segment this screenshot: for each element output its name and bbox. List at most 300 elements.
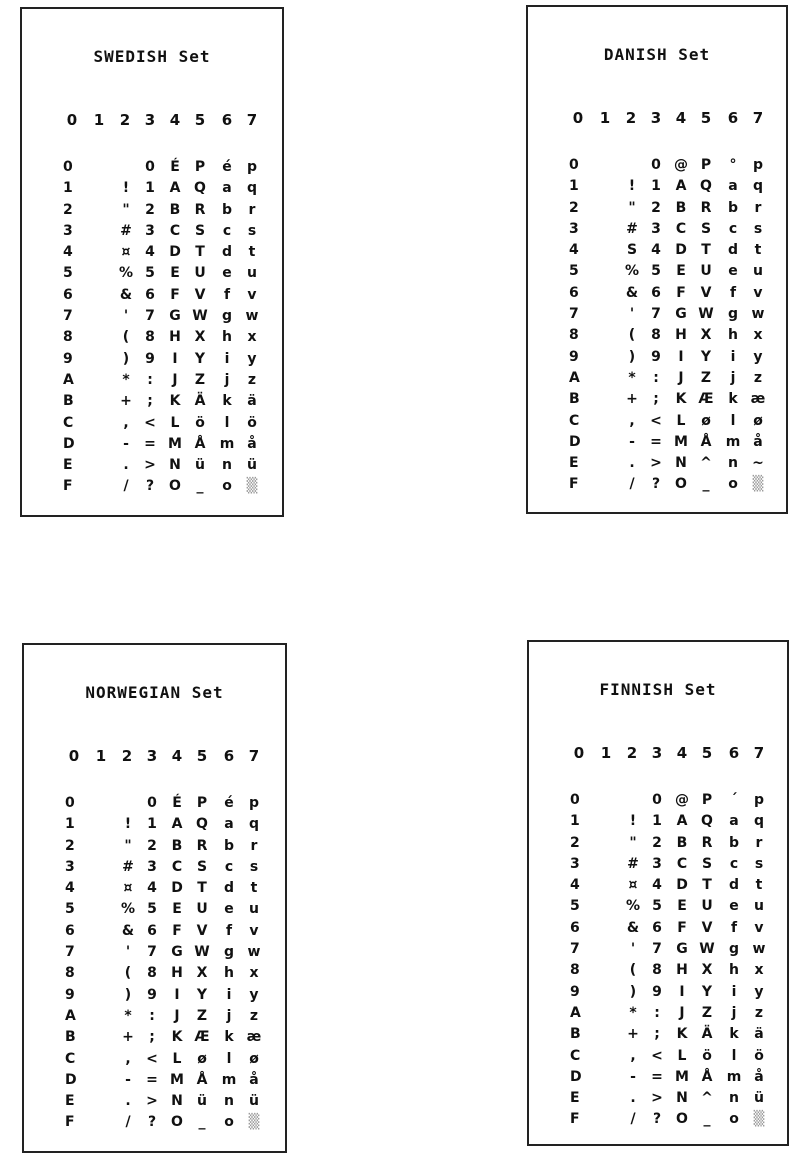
column-label: 3 xyxy=(146,747,158,765)
char-cell: P xyxy=(196,795,208,811)
char-cell: B xyxy=(169,201,181,218)
char-cell: f xyxy=(729,284,737,301)
char-cell: ´ xyxy=(730,792,738,808)
char-cell: % xyxy=(120,901,136,918)
char-cell: O xyxy=(676,1111,688,1128)
row-label: 8 xyxy=(570,962,580,979)
grid-row xyxy=(529,790,787,811)
row-label: 6 xyxy=(570,919,580,936)
row-label: 3 xyxy=(569,220,579,237)
char-cell: a xyxy=(729,813,739,830)
char-cell: ' xyxy=(123,308,129,325)
char-cell: Æ xyxy=(194,1029,210,1046)
char-cell: g xyxy=(221,308,233,325)
column-label: 7 xyxy=(752,109,764,127)
char-cell: " xyxy=(628,199,636,216)
row-label: 1 xyxy=(63,180,73,197)
char-cell: V xyxy=(196,922,208,939)
char-cell: i xyxy=(730,348,736,365)
char-cell: U xyxy=(701,898,713,915)
char-cell: 6 xyxy=(651,284,661,301)
grid-row xyxy=(529,1088,787,1109)
char-cell: ? xyxy=(147,1114,157,1131)
char-cell: 6 xyxy=(147,922,157,939)
char-cell: d xyxy=(221,244,233,261)
char-cell: & xyxy=(119,286,133,303)
char-cell: & xyxy=(626,919,640,936)
char-cell: y xyxy=(247,350,257,367)
row-label: 0 xyxy=(63,159,73,175)
char-cell: R xyxy=(194,201,206,218)
char-cell: G xyxy=(676,941,688,958)
row-label: F xyxy=(63,478,73,495)
grid-row xyxy=(529,875,787,896)
char-cell: 1 xyxy=(145,180,155,197)
char-cell: # xyxy=(626,220,638,237)
char-cell: C xyxy=(675,220,687,237)
char-cell: M xyxy=(170,1071,184,1088)
char-cell: K xyxy=(676,1026,688,1043)
char-cell: / xyxy=(629,476,635,493)
char-cell: S xyxy=(626,242,638,259)
char-cell: & xyxy=(121,922,135,939)
char-cell: U xyxy=(196,901,208,918)
char-cell: P xyxy=(701,792,713,808)
character-grid xyxy=(24,793,285,1134)
row-label: 7 xyxy=(570,941,580,958)
char-cell: N xyxy=(676,1090,688,1107)
char-cell: ö xyxy=(702,1047,712,1064)
char-cell: J xyxy=(172,371,178,388)
char-cell: I xyxy=(174,986,180,1003)
char-cell: S xyxy=(196,858,208,875)
char-cell: E xyxy=(676,263,686,280)
char-cell: S xyxy=(194,222,206,239)
char-cell: i xyxy=(224,350,230,367)
column-header-row xyxy=(24,747,285,767)
char-cell: 8 xyxy=(145,329,155,346)
char-cell: 6 xyxy=(145,286,155,303)
char-cell: m xyxy=(221,1071,237,1088)
char-cell: ^ xyxy=(701,1090,713,1107)
char-cell: _ xyxy=(196,478,204,495)
char-cell: F xyxy=(676,284,686,301)
char-cell: A xyxy=(675,178,687,195)
char-cell: q xyxy=(246,180,258,197)
grid-row xyxy=(24,899,285,920)
row-label: C xyxy=(569,412,580,429)
char-cell: b xyxy=(221,201,233,218)
char-cell: f xyxy=(223,286,231,303)
row-label: 9 xyxy=(570,983,580,1000)
char-cell: z xyxy=(249,1007,259,1024)
char-cell: ▒ xyxy=(248,1114,260,1131)
char-cell: K xyxy=(171,1029,183,1046)
char-cell: = xyxy=(651,1068,663,1085)
grid-row xyxy=(528,155,786,176)
char-cell: j xyxy=(730,369,736,386)
char-cell: 1 xyxy=(652,813,662,830)
char-cell: å xyxy=(247,435,257,452)
char-cell: v xyxy=(753,284,763,301)
grid-row xyxy=(529,896,787,917)
char-cell: e xyxy=(728,263,738,280)
grid-row xyxy=(24,942,285,963)
char-cell: _ xyxy=(702,476,710,493)
char-cell: U xyxy=(700,263,712,280)
char-cell: w xyxy=(751,306,765,323)
grid-row xyxy=(24,1091,285,1112)
grid-row xyxy=(22,285,282,306)
char-cell: I xyxy=(678,348,684,365)
char-cell: < xyxy=(651,1047,663,1064)
norwegian-set-panel xyxy=(22,643,287,1153)
char-cell: 2 xyxy=(652,834,662,851)
row-label: B xyxy=(570,1026,581,1043)
row-label: B xyxy=(65,1029,76,1046)
grid-row xyxy=(528,283,786,304)
column-label: 5 xyxy=(196,747,208,765)
char-cell: X xyxy=(700,327,712,344)
char-cell: o xyxy=(222,478,232,495)
column-label: 0 xyxy=(573,744,585,762)
column-label: 3 xyxy=(651,744,663,762)
grid-row xyxy=(22,263,282,284)
char-cell: t xyxy=(755,877,763,894)
grid-row xyxy=(22,476,282,497)
char-cell: j xyxy=(224,371,230,388)
grid-row xyxy=(529,1003,787,1024)
char-cell: u xyxy=(753,263,763,280)
char-cell: 2 xyxy=(147,837,157,854)
char-cell: 7 xyxy=(147,944,157,961)
char-cell: G xyxy=(171,944,183,961)
grid-row xyxy=(529,960,787,981)
row-label: 0 xyxy=(65,795,75,811)
char-cell: r xyxy=(754,199,762,216)
row-label: D xyxy=(570,1068,582,1085)
char-cell: G xyxy=(169,308,181,325)
char-cell: ! xyxy=(629,813,637,830)
char-cell: # xyxy=(120,222,132,239)
char-cell: . xyxy=(125,1093,131,1110)
char-cell: t xyxy=(250,880,258,897)
char-cell: + xyxy=(626,391,638,408)
char-cell: t xyxy=(248,244,256,261)
char-cell: E xyxy=(172,901,182,918)
char-cell: ä xyxy=(247,393,257,410)
char-cell: J xyxy=(678,369,684,386)
char-cell: ▒ xyxy=(246,478,258,495)
grid-row xyxy=(22,157,282,178)
row-label: 7 xyxy=(65,944,75,961)
char-cell: L xyxy=(676,412,686,429)
char-cell: Å xyxy=(700,433,712,450)
column-label: 0 xyxy=(66,111,78,129)
row-label: B xyxy=(569,391,580,408)
column-label: 7 xyxy=(248,747,260,765)
grid-row xyxy=(528,304,786,325)
char-cell: s xyxy=(247,222,257,239)
char-cell: , xyxy=(123,414,129,431)
char-cell: # xyxy=(627,855,639,872)
char-cell: X xyxy=(701,962,713,979)
char-cell: P xyxy=(700,157,712,173)
char-cell: A xyxy=(676,813,688,830)
column-label: 6 xyxy=(223,747,235,765)
char-cell: m xyxy=(725,433,741,450)
column-label: 1 xyxy=(600,744,612,762)
char-cell: k xyxy=(729,1026,739,1043)
char-cell: 8 xyxy=(147,965,157,982)
char-cell: l xyxy=(226,1050,232,1067)
grid-row xyxy=(24,857,285,878)
char-cell: P xyxy=(194,159,206,175)
row-label: C xyxy=(570,1047,581,1064)
row-label: C xyxy=(63,414,74,431)
danish-set-panel xyxy=(526,5,788,514)
char-cell: E xyxy=(677,898,687,915)
char-cell: m xyxy=(726,1068,742,1085)
grid-row xyxy=(528,389,786,410)
char-cell: K xyxy=(675,391,687,408)
grid-row xyxy=(529,939,787,960)
char-cell: " xyxy=(122,201,130,218)
row-label: A xyxy=(570,1004,581,1021)
grid-row xyxy=(24,1112,285,1133)
char-cell: A xyxy=(171,816,183,833)
char-cell: ¤ xyxy=(628,877,638,894)
char-cell: Y xyxy=(700,348,712,365)
column-header-row xyxy=(529,744,787,764)
char-cell: e xyxy=(224,901,234,918)
char-cell: ¤ xyxy=(121,244,131,261)
char-cell: T xyxy=(702,877,712,894)
char-cell: F xyxy=(677,919,687,936)
column-label: 1 xyxy=(599,109,611,127)
char-cell: l xyxy=(224,414,230,431)
char-cell: G xyxy=(675,306,687,323)
grid-row xyxy=(528,325,786,346)
char-cell: C xyxy=(169,222,181,239)
column-label: 2 xyxy=(119,111,131,129)
char-cell: g xyxy=(223,944,235,961)
char-cell: * xyxy=(122,371,130,388)
char-cell: ø xyxy=(753,412,763,429)
char-cell: D xyxy=(169,244,181,261)
char-cell: 5 xyxy=(145,265,155,282)
char-cell: C xyxy=(171,858,183,875)
grid-row xyxy=(22,370,282,391)
char-cell: r xyxy=(248,201,256,218)
char-cell: ! xyxy=(122,180,130,197)
char-cell: 5 xyxy=(147,901,157,918)
char-cell: c xyxy=(224,858,234,875)
char-cell: < xyxy=(650,412,662,429)
char-cell: S xyxy=(701,855,713,872)
char-cell: - xyxy=(123,435,129,452)
char-cell: ø xyxy=(701,412,711,429)
char-cell: c xyxy=(729,855,739,872)
char-cell: Z xyxy=(196,1007,208,1024)
char-cell: H xyxy=(676,962,688,979)
char-cell: % xyxy=(624,263,640,280)
char-cell: 0 xyxy=(147,795,157,811)
row-label: 2 xyxy=(63,201,73,218)
char-cell: ) xyxy=(628,348,636,365)
panel-title: DANISH Set xyxy=(603,45,711,64)
char-cell: 9 xyxy=(651,348,661,365)
char-cell: _ xyxy=(198,1114,206,1131)
column-label: 3 xyxy=(144,111,156,129)
char-cell: , xyxy=(125,1050,131,1067)
grid-row xyxy=(24,985,285,1006)
grid-row xyxy=(24,836,285,857)
grid-row xyxy=(529,833,787,854)
char-cell: 3 xyxy=(652,855,662,872)
char-cell: ' xyxy=(125,944,131,961)
char-cell: y xyxy=(249,986,259,1003)
char-cell: M xyxy=(675,1068,689,1085)
char-cell: F xyxy=(172,922,182,939)
char-cell: s xyxy=(753,220,763,237)
grid-row xyxy=(529,1067,787,1088)
row-label: A xyxy=(569,369,580,386)
char-cell: 7 xyxy=(145,308,155,325)
char-cell: 9 xyxy=(147,986,157,1003)
row-label: 9 xyxy=(569,348,579,365)
char-cell: > xyxy=(146,1093,158,1110)
char-cell: f xyxy=(225,922,233,939)
row-label: 0 xyxy=(569,157,579,173)
char-cell: r xyxy=(755,834,763,851)
column-label: 1 xyxy=(95,747,107,765)
char-cell: ' xyxy=(630,941,636,958)
char-cell: å xyxy=(753,433,763,450)
char-cell: u xyxy=(754,898,764,915)
grid-row xyxy=(529,1046,787,1067)
char-cell: D xyxy=(675,242,687,259)
char-cell: d xyxy=(727,242,739,259)
grid-row xyxy=(22,306,282,327)
char-cell: : xyxy=(147,371,153,388)
char-cell: o xyxy=(729,1111,739,1128)
char-cell: / xyxy=(123,478,129,495)
char-cell: p xyxy=(246,159,258,175)
char-cell: b xyxy=(223,837,235,854)
row-label: F xyxy=(570,1111,580,1128)
char-cell: ø xyxy=(249,1050,259,1067)
char-cell: g xyxy=(727,306,739,323)
char-cell: m xyxy=(219,435,235,452)
char-cell: z xyxy=(754,1004,764,1021)
char-cell: 4 xyxy=(651,242,661,259)
row-label: 0 xyxy=(570,792,580,808)
char-cell: u xyxy=(247,265,257,282)
column-label: 2 xyxy=(625,109,637,127)
char-cell: ü xyxy=(195,457,205,474)
char-cell: z xyxy=(247,371,257,388)
row-label: E xyxy=(63,457,73,474)
char-cell: . xyxy=(123,457,129,474)
char-cell: s xyxy=(754,855,764,872)
char-cell: Q xyxy=(701,813,713,830)
char-cell: ? xyxy=(145,478,155,495)
char-cell: i xyxy=(731,983,737,1000)
grid-row xyxy=(24,1027,285,1048)
row-label: A xyxy=(63,371,74,388)
char-cell: ( xyxy=(122,329,130,346)
char-cell: p xyxy=(248,795,260,811)
char-cell: ü xyxy=(249,1093,259,1110)
char-cell: ) xyxy=(122,350,130,367)
grid-row xyxy=(22,327,282,348)
char-cell: å xyxy=(249,1071,259,1088)
panel-title: NORWEGIAN Set xyxy=(85,683,224,702)
grid-row xyxy=(22,455,282,476)
grid-row xyxy=(528,261,786,282)
char-cell: & xyxy=(625,284,639,301)
row-label: 8 xyxy=(65,965,75,982)
char-cell: 9 xyxy=(145,350,155,367)
row-label: 5 xyxy=(65,901,75,918)
char-cell: 8 xyxy=(651,327,661,344)
char-cell: w xyxy=(245,308,259,325)
row-label: 2 xyxy=(570,834,580,851)
char-cell: i xyxy=(226,986,232,1003)
char-cell: n xyxy=(729,1090,739,1107)
char-cell: q xyxy=(753,813,765,830)
column-label: 1 xyxy=(93,111,105,129)
column-label: 5 xyxy=(701,744,713,762)
char-cell: T xyxy=(701,242,711,259)
grid-row xyxy=(529,1024,787,1045)
char-cell: h xyxy=(729,962,739,979)
char-cell: A xyxy=(169,180,181,197)
column-label: 6 xyxy=(728,744,740,762)
char-cell: ! xyxy=(628,178,636,195)
char-cell: = xyxy=(146,1071,158,1088)
column-label: 4 xyxy=(171,747,183,765)
char-cell: 5 xyxy=(651,263,661,280)
char-cell: ? xyxy=(651,476,661,493)
row-label: 8 xyxy=(569,327,579,344)
char-cell: j xyxy=(731,1004,737,1021)
char-cell: N xyxy=(171,1093,183,1110)
char-cell: E xyxy=(170,265,180,282)
char-cell: M xyxy=(168,435,182,452)
char-cell: o xyxy=(224,1114,234,1131)
char-cell: W xyxy=(698,306,714,323)
char-cell: t xyxy=(754,242,762,259)
char-cell: o xyxy=(728,476,738,493)
char-cell: v xyxy=(754,919,764,936)
char-cell: Y xyxy=(196,986,208,1003)
char-cell: É xyxy=(172,795,182,811)
grid-row xyxy=(528,474,786,495)
char-cell: j xyxy=(226,1007,232,1024)
char-cell: > xyxy=(650,455,662,472)
char-cell: W xyxy=(699,941,715,958)
column-label: 0 xyxy=(572,109,584,127)
char-cell: _ xyxy=(703,1111,711,1128)
char-cell: x xyxy=(754,962,764,979)
char-cell: s xyxy=(249,858,259,875)
char-cell: : xyxy=(149,1007,155,1024)
char-cell: < xyxy=(146,1050,158,1067)
char-cell: a xyxy=(728,178,738,195)
char-cell: æ xyxy=(246,1029,262,1046)
